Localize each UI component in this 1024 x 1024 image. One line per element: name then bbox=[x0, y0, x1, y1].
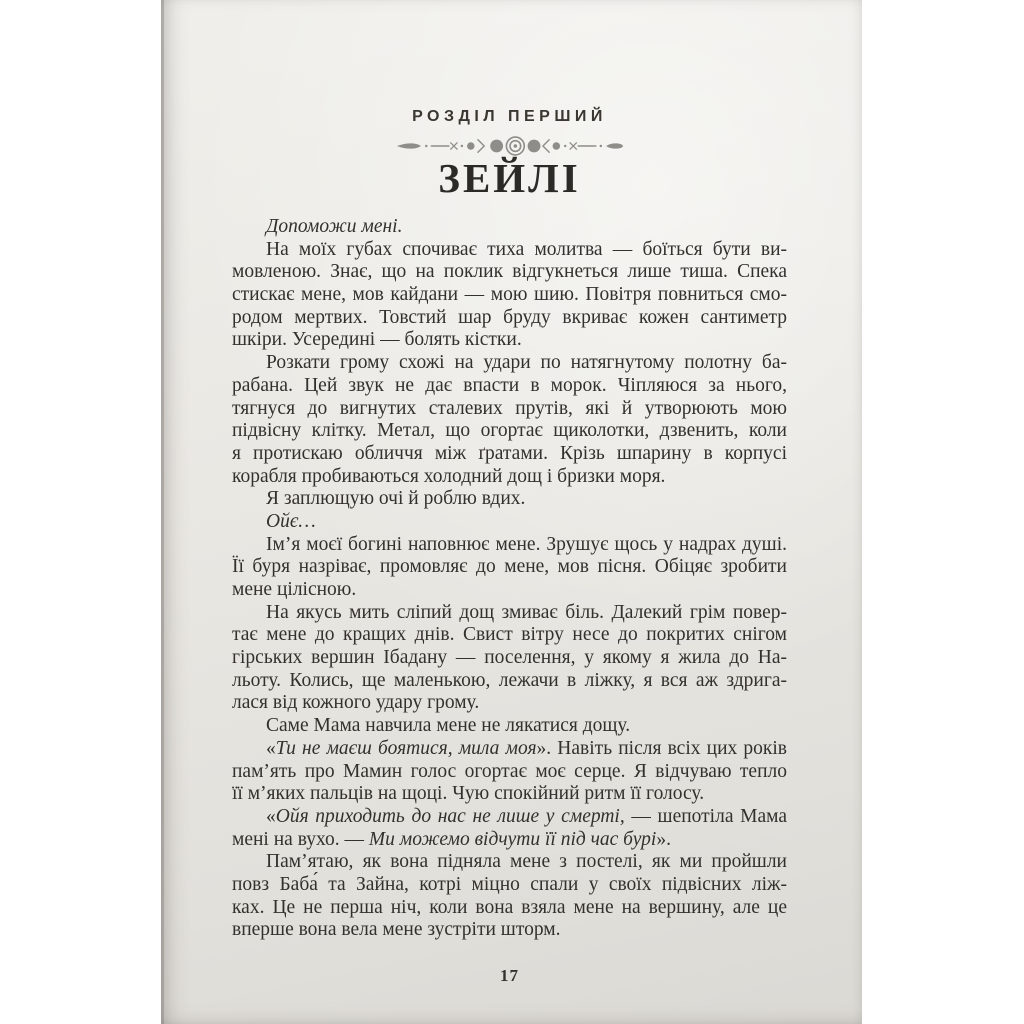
chapter-kicker: РОЗДІЛ ПЕРШИЙ bbox=[412, 108, 607, 125]
text-line: я протискаю обличчя між ґратами. Крізь шпарину в корпусі bbox=[232, 442, 787, 464]
paragraph bbox=[232, 806, 787, 851]
text-line: ках. Це не перша ніч, коли вона взяла мене на вершину, але це bbox=[232, 896, 787, 918]
body-text bbox=[232, 216, 787, 942]
text-line: «Ти не маєш боятися, мила моя». Навіть після всіх цих років bbox=[266, 737, 787, 759]
text-line: її м’яких пальців на щоці. Чую спокійний ритм її голосу. bbox=[232, 783, 705, 805]
paragraph bbox=[232, 216, 787, 239]
text-line: повз Баба́ та Зайна, котрі міцно спали у своїх підвісних ліж- bbox=[232, 873, 787, 895]
text-line: мене цілісною. bbox=[232, 579, 357, 600]
text-line: пам’ять про Мамин голос огортає моє серце. Я відчуваю тепло bbox=[232, 760, 787, 782]
paragraph bbox=[232, 851, 787, 942]
page-number: 17 bbox=[500, 966, 519, 985]
text-line: «Ойя приходить до нас не лише у смерті, — шепотіла Мама bbox=[266, 805, 787, 827]
text-line: шкіри. Усередині — болять кістки. bbox=[232, 329, 522, 351]
paragraph bbox=[232, 488, 787, 511]
text-line: льоту. Колись, ще маленькою, лежачи в ліжку, я вся аж здрига- bbox=[232, 669, 787, 691]
chapter-title: ЗЕЙЛІ bbox=[438, 155, 581, 201]
paragraph bbox=[232, 239, 787, 352]
text-line: Її буря назріває, промовляє до мене, мов пісня. Обіцяє зробити bbox=[232, 556, 787, 578]
text-line: Допоможи мені. bbox=[266, 216, 403, 237]
text-line: мовленою. Знає, що на поклик відгукнеться лише тиша. Спека bbox=[232, 261, 787, 283]
text-line: мені на вухо. — Ми можемо відчути її під час бурі». bbox=[232, 828, 671, 850]
paragraph bbox=[232, 511, 787, 534]
text-line: Я заплющую очі й роблю вдих. bbox=[266, 488, 526, 510]
text-line: лася від кожного удару грому. bbox=[232, 692, 480, 714]
text-line: родом мертвих. Товстий шар бруду вкриває кожен сантиметр bbox=[232, 306, 787, 328]
text-line: стискає мене, мов кайдани — мою шию. Повітря повниться смо- bbox=[232, 284, 787, 306]
text-line: Пам’ятаю, як вона підняла мене з постелі, як ми пройшли bbox=[266, 851, 787, 873]
text-line: вперше вона вела мене зустріти шторм. bbox=[232, 919, 561, 941]
text-line: гірських вершин Ібадану — поселення, у якому я жила до На- bbox=[232, 647, 787, 669]
text-line: На моїх губах спочиває тиха молитва — боїться бути ви- bbox=[266, 238, 787, 260]
text-line: тає мене до кращих днів. Свист вітру несе до покритих снігом bbox=[232, 624, 787, 646]
text-line: корабля пробиваються холодний дощ і бризки моря. bbox=[232, 465, 666, 487]
paragraph bbox=[232, 534, 787, 602]
text-line: На якусь мить сліпий дощ змиває біль. Далекий грім повер- bbox=[266, 601, 787, 623]
paragraph bbox=[232, 715, 787, 738]
text-line: Ім’я моєї богині наповнює мене. Зрушує щось у надрах душі. bbox=[266, 533, 787, 555]
paragraph bbox=[232, 602, 787, 715]
text-line: Ойє… bbox=[266, 510, 316, 532]
paragraph bbox=[232, 352, 787, 488]
paragraph bbox=[232, 738, 787, 806]
text-line: підвісну клітку. Метал, що огортає щиколотки, дзвенить, коли bbox=[232, 420, 787, 442]
book-page bbox=[161, 0, 862, 1024]
text-line: Саме Мама навчила мене не лякатися дощу. bbox=[266, 715, 631, 737]
text-line: Розкати грому схожі на удари по натягнутому полотну ба- bbox=[266, 352, 787, 374]
arrow-beads-divider-icon bbox=[396, 135, 624, 152]
text-line: рабана. Цей звук не дає впасти в морок. Чіпляюся за нього, bbox=[232, 374, 787, 396]
text-line: тягнуся до вигнутих сталевих прутів, які й утворюють мою bbox=[232, 397, 787, 419]
